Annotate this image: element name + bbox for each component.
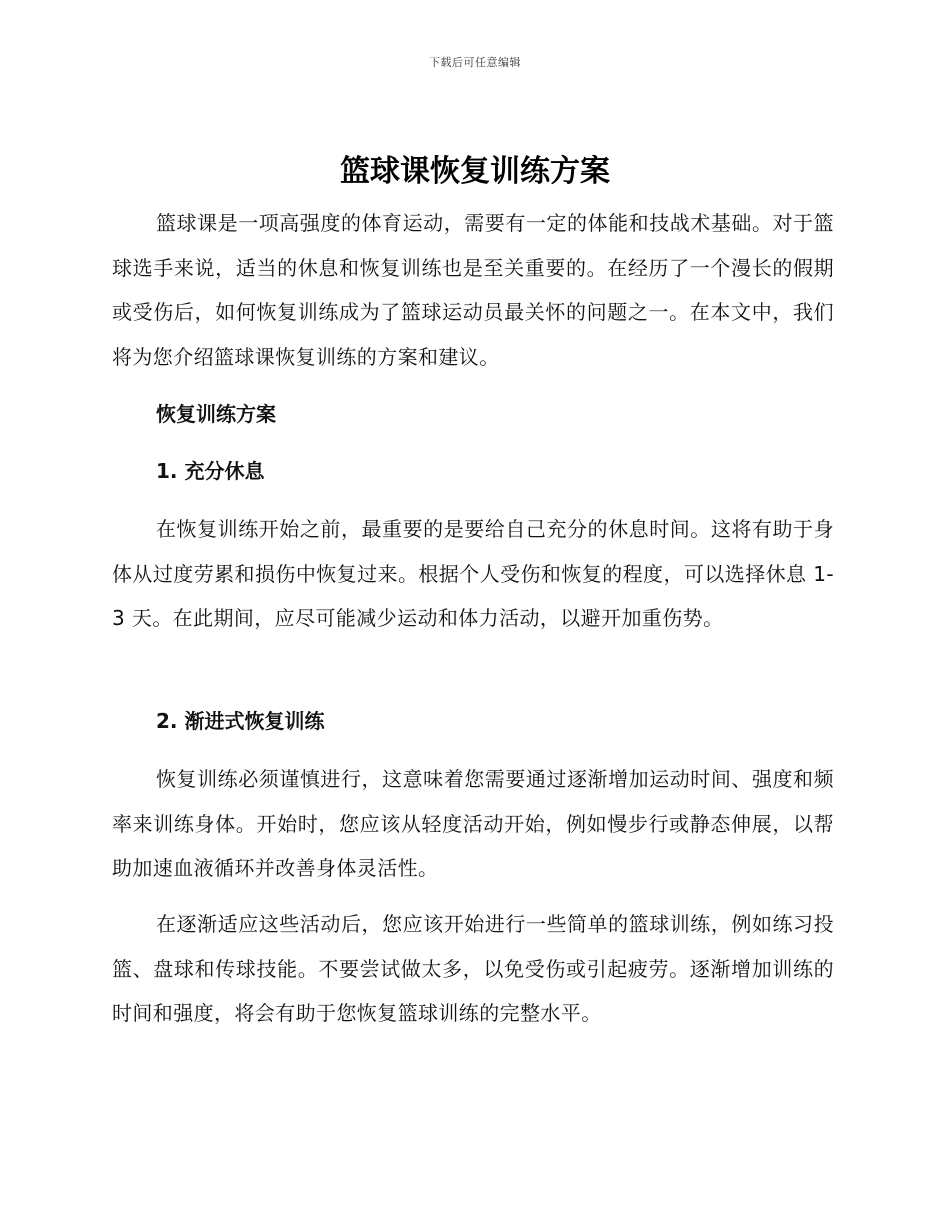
step1-paragraph: 在恢复训练开始之前，最重要的是要给自己充分的休息时间。这将有助于身体从过度劳累和损伤中恢复过来。根据个人受伤和恢复的程度，可以选择休息 1-3 天。在此期间，应尽可能减少运动和体力活动，以避开加重伤势。 — [112, 517, 834, 630]
header-note: 下载后可任意编辑 — [429, 56, 521, 69]
step2-heading: 2. 渐进式恢复训练 — [156, 709, 325, 733]
step1-heading: 1. 充分休息 — [156, 459, 265, 483]
section-heading: 恢复训练方案 — [156, 402, 276, 426]
intro-paragraph: 篮球课是一项高强度的体育运动，需要有一定的体能和技战术基础。对于篮球选手来说，适当的休息和恢复训练也是至关重要的。在经历了一个漫长的假期或受伤后，如何恢复训练成为了篮球运动员最关怀的问题之一。在本文中，我们将为您介绍篮球课恢复训练的方案和建议。 — [112, 211, 834, 369]
step2-paragraph-2: 在逐渐适应这些活动后，您应该开始进行一些简单的篮球训练，例如练习投篮、盘球和传球技能。不要尝试做太多，以免受伤或引起疲劳。逐渐增加训练的时间和强度，将会有助于您恢复篮球训练的完整水平。 — [112, 912, 834, 1025]
step2-paragraph-1: 恢复训练必须谨慎进行，这意味着您需要通过逐渐增加运动时间、强度和频率来训练身体。开始时，您应该从轻度活动开始，例如慢步行或静态伸展，以帮助加速血液循环并改善身体灵活性。 — [112, 767, 834, 880]
page-title: 篮球课恢复训练方案 — [340, 154, 610, 189]
